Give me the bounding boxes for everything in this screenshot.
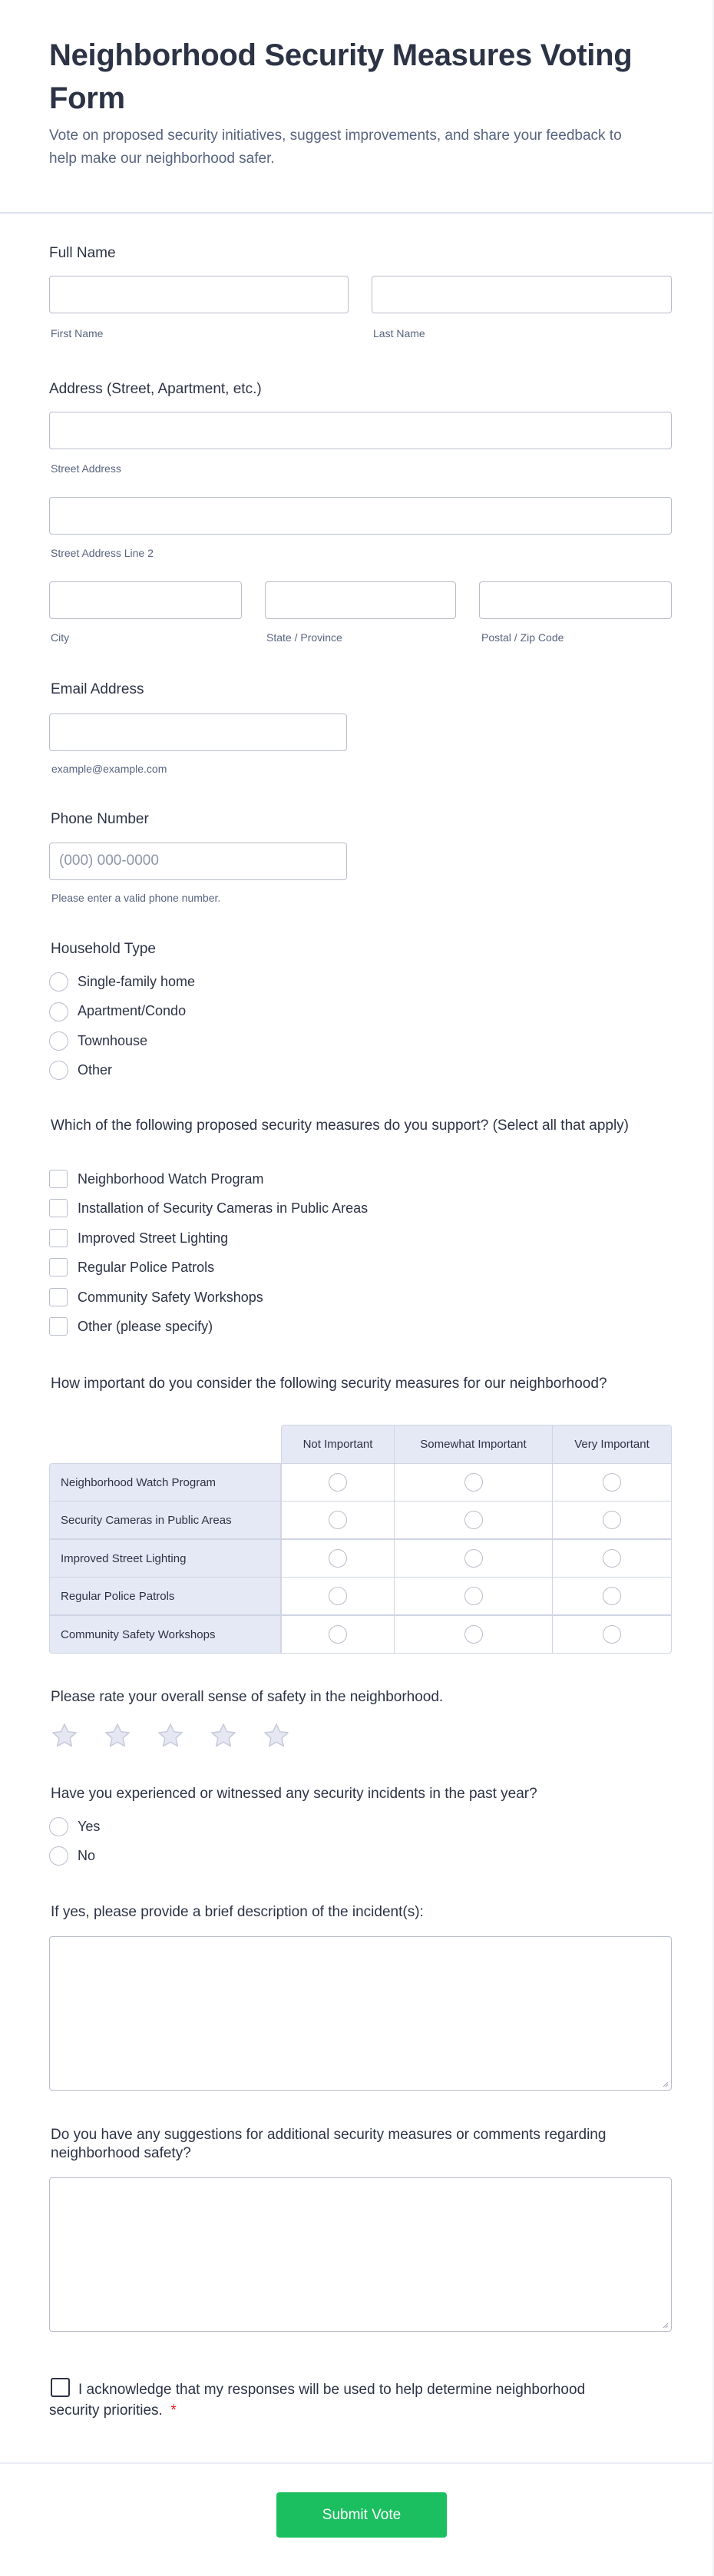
- last-name-sublabel: Last Name: [373, 327, 425, 339]
- matrix-radio-lighting-not[interactable]: [329, 1549, 347, 1568]
- incident-description-textarea[interactable]: [49, 1936, 672, 2091]
- city-input[interactable]: [49, 581, 242, 619]
- resize-grip-icon[interactable]: [661, 2321, 669, 2329]
- zip-input[interactable]: [479, 581, 672, 619]
- phone-placeholder: (000) 000-0000: [59, 853, 159, 869]
- email-input[interactable]: [49, 714, 347, 751]
- submit-vote-button[interactable]: Submit Vote: [276, 2492, 447, 2538]
- household-option-label: Other: [78, 1062, 113, 1078]
- matrix-radio-cameras-not[interactable]: [329, 1511, 347, 1529]
- header-divider: [0, 212, 714, 214]
- acknowledgment-text-wrap: [49, 2379, 587, 2421]
- street-address-input[interactable]: [49, 412, 672, 449]
- matrix-row-label: Regular Police Patrols: [49, 1577, 281, 1615]
- measure-option-label: Neighborhood Watch Program: [78, 1171, 264, 1187]
- measure-checkbox-lighting[interactable]: [49, 1229, 68, 1247]
- page-title: Neighborhood Security Measures Voting Form: [49, 38, 633, 115]
- suggestions-label: Do you have any suggestions for additional security measures or comments regarding neighborhood safety?: [51, 2127, 607, 2161]
- first-name-sublabel: First Name: [51, 327, 104, 339]
- household-radio-townhouse[interactable]: [49, 1031, 68, 1051]
- email-label: Email Address: [51, 681, 144, 697]
- household-option-label: Townhouse: [78, 1033, 148, 1048]
- acknowledgment-text: I acknowledge that my responses will be used to help determine neighborhood security priorities.: [49, 2382, 586, 2419]
- star-icon-1[interactable]: [49, 1721, 80, 1750]
- matrix-radio-watch-very[interactable]: [603, 1473, 621, 1492]
- matrix-radio-lighting-somewhat[interactable]: [464, 1549, 483, 1568]
- incidents-label: Have you experienced or witnessed any security incidents in the past year?: [51, 1786, 537, 1802]
- household-radio-apartment[interactable]: [49, 1002, 68, 1021]
- matrix-radio-cameras-very[interactable]: [603, 1511, 621, 1529]
- street-address-line2-input[interactable]: [49, 497, 672, 535]
- incident-description-label: If yes, please provide a brief description of the incident(s):: [51, 1904, 424, 1920]
- matrix-radio-workshops-very[interactable]: [603, 1625, 621, 1644]
- phone-label: Phone Number: [51, 811, 149, 827]
- zip-sublabel: Postal / Zip Code: [481, 631, 564, 644]
- measure-checkbox-patrols[interactable]: [49, 1258, 68, 1276]
- household-type-label: Household Type: [51, 941, 156, 957]
- household-option-label: Single-family home: [78, 974, 196, 989]
- incidents-option-label: No: [78, 1848, 96, 1863]
- household-radio-single-family[interactable]: [49, 972, 68, 992]
- matrix-radio-watch-not[interactable]: [329, 1473, 347, 1492]
- matrix-row-label: Community Safety Workshops: [49, 1615, 281, 1654]
- phone-input[interactable]: [49, 843, 347, 880]
- suggestions-textarea[interactable]: [49, 2177, 672, 2332]
- footer-divider: [0, 2462, 714, 2464]
- household-radio-other[interactable]: [49, 1061, 68, 1080]
- street-address-line2-sublabel: Street Address Line 2: [51, 547, 154, 559]
- measure-option-label: Improved Street Lighting: [78, 1230, 229, 1246]
- matrix-row-label: Neighborhood Watch Program: [49, 1463, 281, 1502]
- star-icon-4[interactable]: [208, 1721, 239, 1750]
- matrix-row-label: Security Cameras in Public Areas: [49, 1501, 281, 1539]
- required-asterisk: *: [170, 2402, 177, 2419]
- importance-label: How important do you consider the following security measures for our neighborhood?: [51, 1376, 607, 1392]
- matrix-radio-patrols-very[interactable]: [603, 1587, 621, 1605]
- household-option-label: Apartment/Condo: [78, 1003, 187, 1018]
- incidents-radio-no[interactable]: [49, 1846, 68, 1866]
- state-sublabel: State / Province: [266, 631, 342, 644]
- first-name-input[interactable]: [49, 276, 349, 313]
- importance-matrix: [49, 1425, 672, 1655]
- measure-option-label: Other (please specify): [78, 1319, 213, 1334]
- address-label: Address (Street, Apartment, etc.): [49, 381, 262, 397]
- matrix-column-header: Very Important: [552, 1425, 672, 1464]
- star-icon-3[interactable]: [155, 1721, 186, 1750]
- measure-checkbox-watch[interactable]: [49, 1170, 68, 1188]
- matrix-radio-patrols-somewhat[interactable]: [464, 1587, 483, 1605]
- phone-sublabel: Please enter a valid phone number.: [51, 892, 221, 904]
- measure-checkbox-other[interactable]: [49, 1317, 68, 1336]
- star-icon-5[interactable]: [261, 1721, 292, 1750]
- page-subtitle: Vote on proposed security initiatives, suggest improvements, and share your feedback to help make our neighborhood safer.: [49, 127, 622, 167]
- incidents-radio-yes[interactable]: [49, 1817, 68, 1836]
- state-input[interactable]: [265, 581, 456, 619]
- matrix-radio-cameras-somewhat[interactable]: [464, 1511, 483, 1529]
- matrix-row-label: Improved Street Lighting: [49, 1539, 281, 1578]
- street-address-sublabel: Street Address: [51, 462, 121, 475]
- measure-checkbox-cameras[interactable]: [49, 1199, 68, 1217]
- measures-label: Which of the following proposed security measures do you support? (Select all that apply): [51, 1117, 630, 1134]
- resize-grip-icon[interactable]: [661, 2080, 669, 2088]
- incidents-option-label: Yes: [78, 1819, 101, 1834]
- email-sublabel: example@example.com: [51, 763, 167, 775]
- star-icon-2[interactable]: [102, 1721, 133, 1750]
- city-sublabel: City: [51, 631, 70, 644]
- measure-option-label: Regular Police Patrols: [78, 1260, 215, 1275]
- full-name-label: Full Name: [49, 245, 116, 261]
- matrix-radio-watch-somewhat[interactable]: [464, 1473, 483, 1492]
- measure-option-label: Community Safety Workshops: [78, 1290, 263, 1305]
- measure-checkbox-workshops[interactable]: [49, 1288, 68, 1306]
- matrix-column-header: Somewhat Important: [394, 1425, 553, 1464]
- measure-option-label: Installation of Security Cameras in Public Areas: [78, 1200, 369, 1216]
- rating-label: Please rate your overall sense of safety in the neighborhood.: [51, 1689, 444, 1705]
- matrix-radio-workshops-somewhat[interactable]: [464, 1625, 483, 1644]
- matrix-column-header: Not Important: [281, 1425, 395, 1464]
- matrix-radio-lighting-very[interactable]: [603, 1549, 621, 1568]
- matrix-radio-patrols-not[interactable]: [329, 1587, 347, 1605]
- matrix-radio-workshops-not[interactable]: [329, 1625, 347, 1644]
- last-name-input[interactable]: [372, 276, 672, 313]
